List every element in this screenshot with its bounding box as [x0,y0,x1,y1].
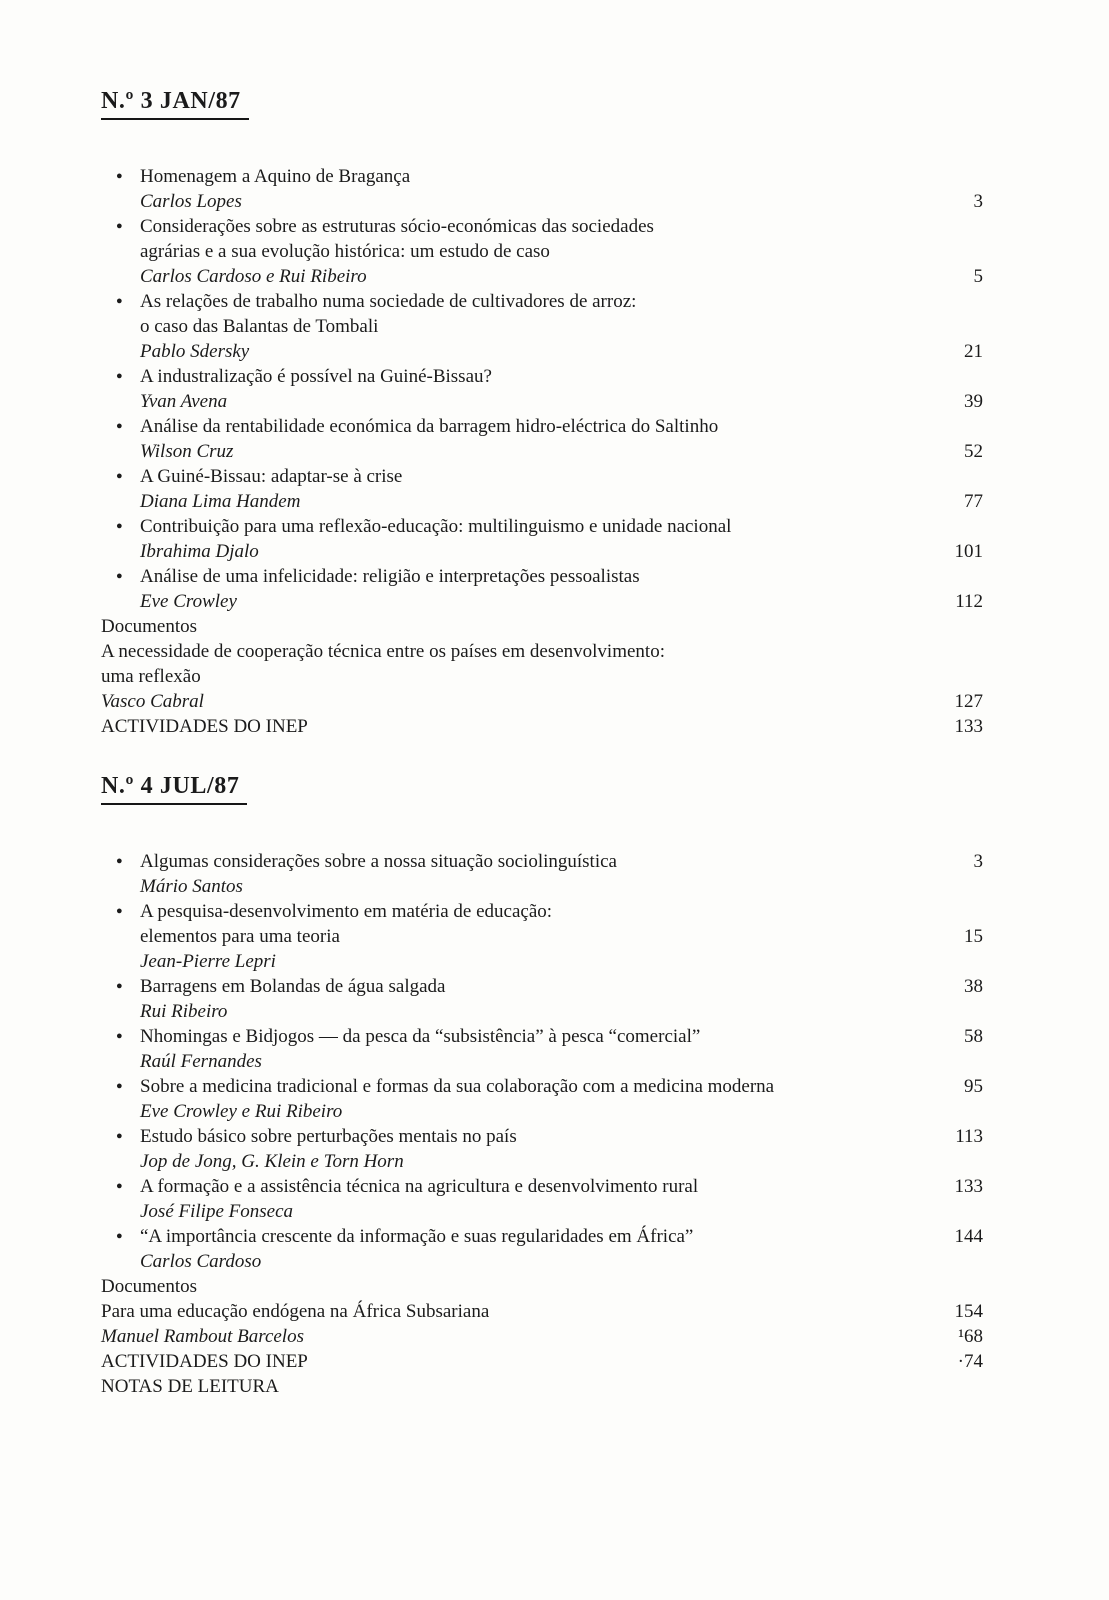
entry-text: A formação e a assistência técnica na agricultura e desenvolvimento rural [140,1176,699,1197]
toc-row [101,539,983,564]
entry-text: Manuel Rambout Barcelos [101,1326,304,1347]
entry-text: Barragens em Bolandas de água salgada [140,976,446,997]
toc-row [101,1024,983,1049]
toc-row [101,1274,983,1299]
entry-text: Considerações sobre as estruturas sócio-económicas das sociedades [140,216,654,237]
entry-text: José Filipe Fonseca [140,1201,294,1222]
entry-text: o caso das Balantas de Tombali [140,316,379,337]
toc-row [101,414,983,439]
toc-row [101,489,983,514]
bullet-icon: ● [116,980,123,992]
entry-text: Documentos [101,616,198,637]
page-number: 113 [955,1126,983,1147]
page-number: 21 [964,341,983,362]
toc-row [101,389,983,414]
entry-text: A Guiné-Bissau: adaptar-se à crise [140,466,403,487]
toc-row [101,1374,983,1399]
toc-row [101,339,983,364]
toc-row [101,899,983,924]
section-rows [101,164,983,739]
entry-text: A industralização é possível na Guiné-Bissau? [140,366,492,387]
toc-row [101,664,983,689]
entry-text: Sobre a medicina tradicional e formas da sua colaboração com a medicina moderna [140,1076,775,1097]
entry-text: Análise da rentabilidade económica da barragem hidro-eléctrica do Saltinho [140,416,719,437]
entry-text: Eve Crowley [140,591,237,612]
entry-text: Documentos [101,1276,198,1297]
page-number: 38 [964,976,983,997]
entry-text: Carlos Cardoso [140,1251,262,1272]
page-number: 5 [973,266,983,287]
entry-text: Yvan Avena [140,391,228,412]
toc-row [101,1099,983,1124]
toc-row [101,314,983,339]
toc-row [101,874,983,899]
toc-row [101,949,983,974]
page-number: 127 [954,691,983,712]
section-heading: N.º 3 JAN/87 [101,88,249,120]
bullet-icon: ● [116,295,123,307]
entry-text: Algumas considerações sobre a nossa situação sociolinguística [140,851,617,872]
bullet-icon: ● [116,1030,123,1042]
entry-text: Vasco Cabral [101,691,204,712]
page-number: 3 [973,191,983,212]
toc-row [101,239,983,264]
bullet-icon: ● [116,470,123,482]
entry-text: Wilson Cruz [140,441,234,462]
entry-text: Nhomingas e Bidjogos — da pesca da “subsistência” à pesca “comercial” [140,1026,701,1047]
page-number: 58 [964,1026,983,1047]
entry-text: Estudo básico sobre perturbações mentais no país [140,1126,517,1147]
page-number: ·74 [957,1351,983,1372]
toc-row [101,564,983,589]
toc-row [101,924,983,949]
entry-text: Carlos Cardoso e Rui Ribeiro [140,266,367,287]
entry-text: uma reflexão [101,666,201,687]
entry-text: Homenagem a Aquino de Bragança [140,166,411,187]
entry-text: Raúl Fernandes [140,1051,262,1072]
toc-row [101,264,983,289]
page-number: 39 [964,391,983,412]
entry-text: Contribuição para uma reflexão-educação: multilinguismo e unidade nacional [140,516,732,537]
toc-row [101,639,983,664]
toc-row [101,614,983,639]
toc-row [101,364,983,389]
page-number: 95 [964,1076,983,1097]
entry-text: NOTAS DE LEITURA [101,1376,279,1397]
toc-row [101,974,983,999]
entry-text: Análise de uma infelicidade: religião e interpretações pessoalistas [140,566,640,587]
entry-text: Diana Lima Handem [140,491,301,512]
entry-text: A necessidade de cooperação técnica entre os países em desenvolvimento: [101,641,665,662]
entry-text: A pesquisa-desenvolvimento em matéria de educação: [140,901,553,922]
page-number: 3 [973,851,983,872]
toc-row [101,1224,983,1249]
entry-text: Mário Santos [140,876,243,897]
toc-row [101,1299,983,1324]
toc-row [101,1074,983,1099]
toc-row [101,214,983,239]
toc-row [101,514,983,539]
bullet-icon: ● [116,370,123,382]
toc-row [101,289,983,314]
toc-row [101,689,983,714]
toc-content [101,88,983,1399]
entry-text: elementos para uma teoria [140,926,340,947]
bullet-icon: ● [116,1230,123,1242]
bullet-icon: ● [116,1130,123,1142]
toc-row [101,589,983,614]
page-number: 133 [954,716,983,737]
toc-row [101,849,983,874]
toc-section [101,88,983,739]
bullet-icon: ● [116,420,123,432]
entry-text: ACTIVIDADES DO INEP [101,1351,308,1372]
entry-text: Carlos Lopes [140,191,242,212]
page-number: 154 [954,1301,983,1322]
toc-row [101,999,983,1024]
bullet-icon: ● [116,170,123,182]
entry-text: Pablo Sdersky [140,341,250,362]
bullet-icon: ● [116,520,123,532]
toc-section [101,773,983,1399]
page-number: 144 [954,1226,983,1247]
page-number: 52 [964,441,983,462]
page-number: 15 [964,926,983,947]
toc-row [101,1324,983,1349]
entry-text: agrárias e a sua evolução histórica: um estudo de caso [140,241,550,262]
toc-row [101,1349,983,1374]
toc-row [101,439,983,464]
bullet-icon: ● [116,855,123,867]
entry-text: Jop de Jong, G. Klein e Torn Horn [140,1151,404,1172]
entry-text: “A importância crescente da informação e suas regularidades em África” [140,1226,694,1247]
entry-text: Para uma educação endógena na África Subsariana [101,1301,490,1322]
bullet-icon: ● [116,570,123,582]
toc-row [101,1149,983,1174]
toc-row [101,1124,983,1149]
entry-text: As relações de trabalho numa sociedade de cultivadores de arroz: [140,291,637,312]
section-heading: N.º 4 JUL/87 [101,773,247,805]
bullet-icon: ● [116,905,123,917]
page-number: ¹68 [958,1326,983,1347]
toc-row [101,1249,983,1274]
entry-text: Ibrahima Djalo [140,541,259,562]
entry-text: Eve Crowley e Rui Ribeiro [140,1101,343,1122]
entry-text: ACTIVIDADES DO INEP [101,716,308,737]
bullet-icon: ● [116,1080,123,1092]
toc-row [101,464,983,489]
page-number: 101 [954,541,983,562]
bullet-icon: ● [116,1180,123,1192]
entry-text: Jean-Pierre Lepri [140,951,276,972]
toc-row [101,714,983,739]
toc-row [101,164,983,189]
page-number: 112 [955,591,983,612]
toc-row [101,1199,983,1224]
toc-row [101,189,983,214]
bullet-icon: ● [116,220,123,232]
page-number: 77 [964,491,983,512]
page-number: 133 [954,1176,983,1197]
section-rows [101,849,983,1399]
entry-text: Rui Ribeiro [140,1001,228,1022]
toc-row [101,1174,983,1199]
toc-row [101,1049,983,1074]
